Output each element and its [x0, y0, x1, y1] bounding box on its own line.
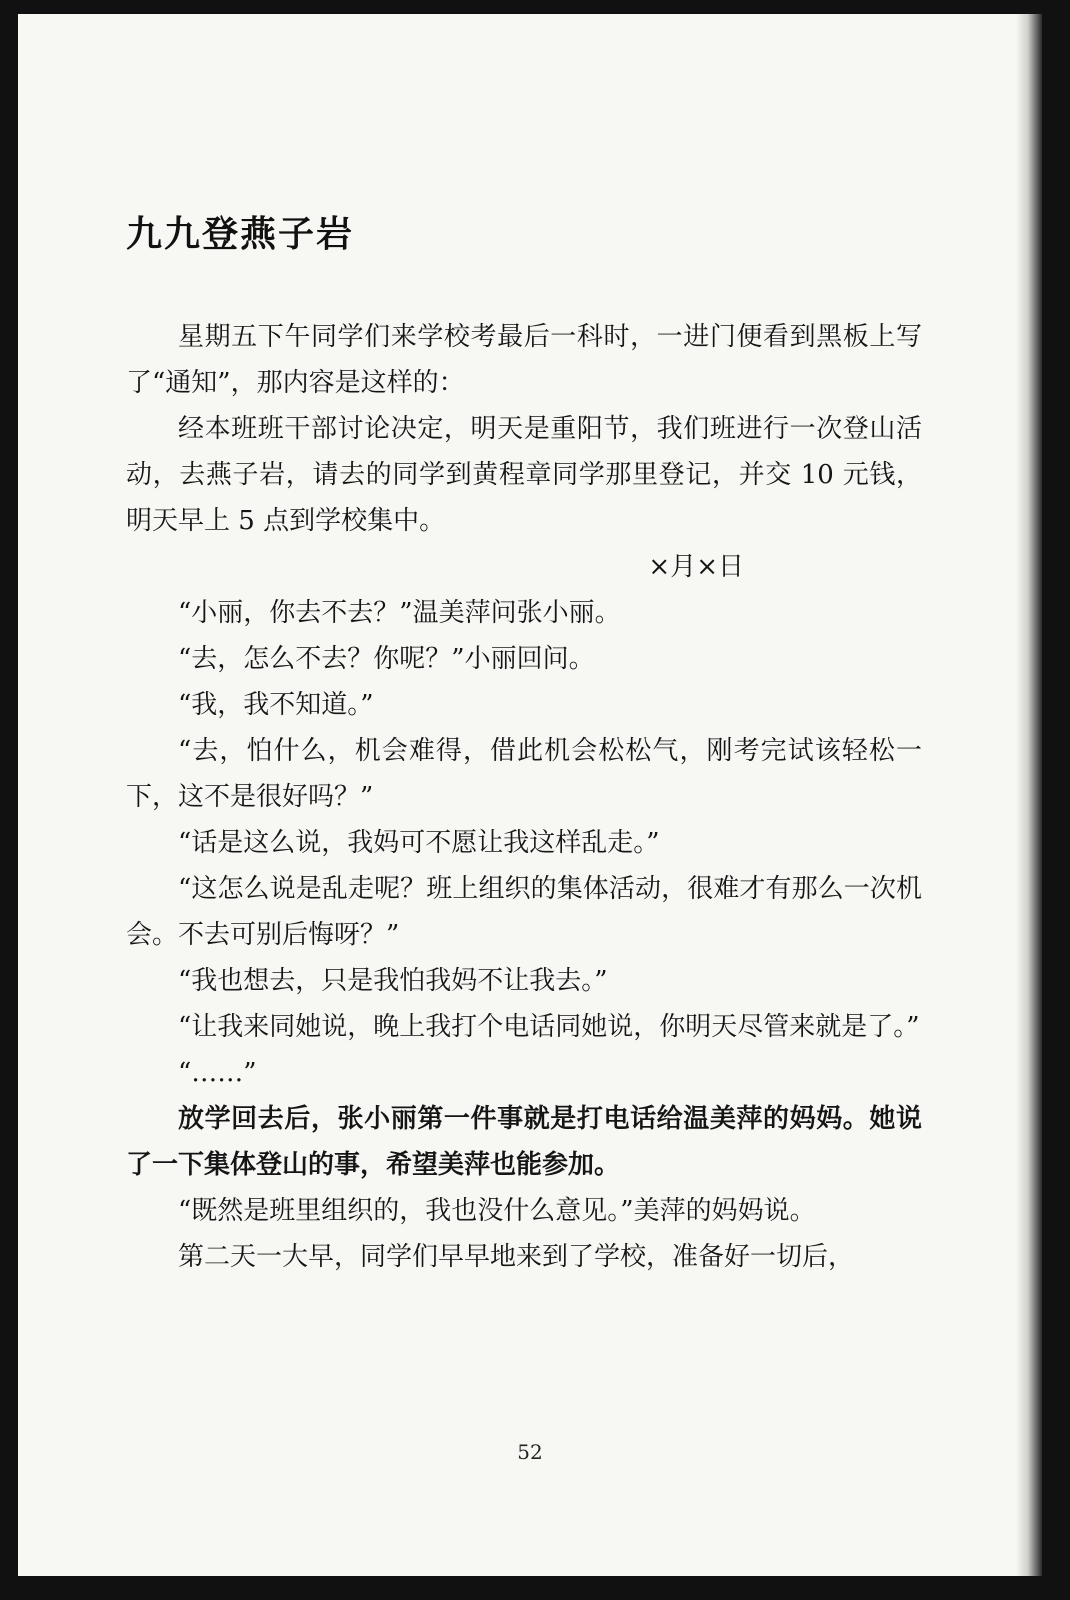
- notice-date: ×月×日: [648, 552, 744, 582]
- book-page: [18, 14, 1042, 1576]
- paragraph: “去，怎么不去？你呢？”小丽回问。: [178, 644, 595, 674]
- paragraph: 第二天一大早，同学们早早地来到了学校，准备好一切后，: [178, 1242, 855, 1272]
- paragraph: “……”: [178, 1058, 257, 1088]
- paragraph: “既然是班里组织的，我也没什么意见。”美萍的妈妈说。: [178, 1196, 816, 1226]
- paragraph: 放学回去后，张小丽第一件事就是打电话给温美萍的妈妈。她说了一下集体登山的事，希望美萍也能参加。: [126, 1104, 922, 1180]
- body-text: [126, 314, 922, 1280]
- page-edge-shadow: [1016, 14, 1042, 1576]
- chapter-title: 九九登燕子岩: [126, 214, 355, 255]
- paragraph: 星期五下午同学们来学校考最后一科时，一进门便看到黑板上写了“通知”，那内容是这样的：: [126, 322, 922, 398]
- page-number: 52: [517, 1440, 543, 1464]
- paragraph: “我也想去，只是我怕我妈不让我去。”: [178, 966, 608, 996]
- paragraph: “话是这么说，我妈可不愿让我这样乱走。”: [178, 828, 660, 858]
- paragraph: 经本班班干部讨论决定，明天是重阳节，我们班进行一次登山活动，去燕子岩，请去的同学到黄程章同学那里登记，并交 10 元钱，明天早上 5 点到学校集中。: [126, 414, 922, 536]
- paragraph: “我，我不知道。”: [178, 690, 374, 720]
- paragraph: “小丽，你去不去？”温美萍问张小丽。: [178, 598, 621, 628]
- paragraph: “让我来同她说，晚上我打个电话同她说，你明天尽管来就是了。”: [178, 1012, 920, 1042]
- paragraph: “这怎么说是乱走呢？班上组织的集体活动，很难才有那么一次机会。不去可别后悔呀？”: [126, 874, 922, 950]
- paragraph: “去，怕什么，机会难得，借此机会松松气，刚考完试该轻松一下，这不是很好吗？”: [126, 736, 922, 812]
